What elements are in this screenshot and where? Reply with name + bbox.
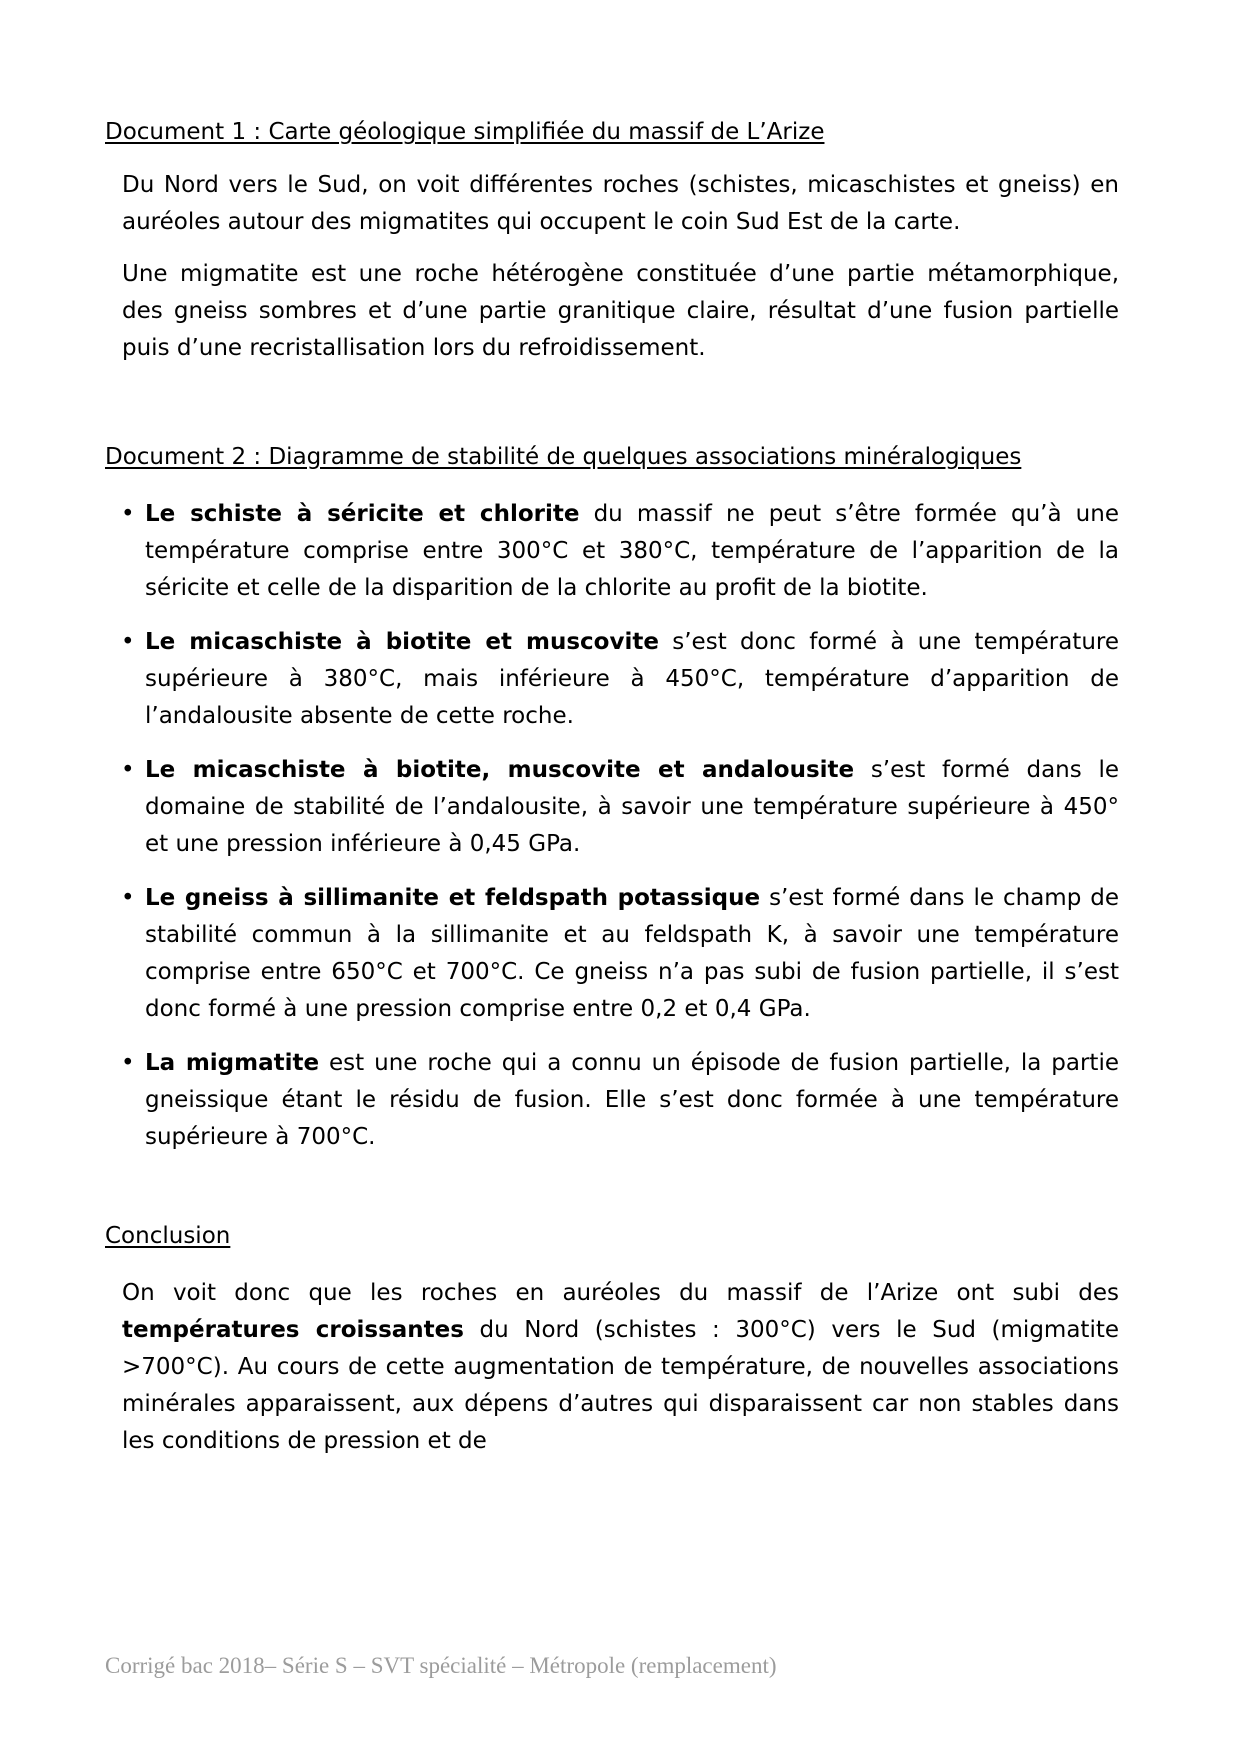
bullet-text: du massif ne peut s’être formée qu’à une température comprise entre 300°C et 380°C, température de l’apparition de la séricite et celle de la disparition de la chlorite au profit de la biotite. <box>145 501 1119 601</box>
bullet-text: s’est donc formé à une température supérieure à 380°C, mais inférieure à 450°C, température d’apparition de l’andalousite absente de cette roche. <box>145 629 1119 729</box>
doc1-paragraph-1: Du Nord vers le Sud, on voit différentes roches (schistes, micaschistes et gneiss) en auréoles autour des migmatites qui occupent le coin Sud Est de la carte. <box>122 172 1119 235</box>
list-item <box>105 496 1119 607</box>
bullet-lead: Le micaschiste à biotite et muscovite <box>145 629 659 655</box>
doc1-paragraph-2: Une migmatite est une roche hétérogène constituée d’une partie métamorphique, des gneiss sombres et d’une partie granitique claire, résultat d’une fusion partielle puis d’une recristallisation lors du refroidissement. <box>122 261 1119 361</box>
bullet-icon: • <box>121 757 135 783</box>
conclusion-heading: Conclusion <box>105 1223 231 1249</box>
bullet-lead: Le schiste à séricite et chlorite <box>145 501 580 527</box>
list-item <box>105 624 1119 735</box>
bullet-text: s’est formé dans le champ de stabilité commun à la sillimanite et au feldspath K, à savoir une température comprise entre 650°C et 700°C. Ce gneiss n’a pas subi de fusion partielle, il s’est donc formé à une pression comprise entre 0,2 et 0,4 GPa. <box>145 885 1120 1022</box>
conclusion-text-bold: températures croissantes <box>122 1317 464 1343</box>
mineral-associations-list <box>105 496 1119 1156</box>
conclusion-paragraph <box>122 1275 1119 1460</box>
bullet-icon: • <box>121 885 135 911</box>
bullet-icon: • <box>121 1050 135 1076</box>
conclusion-text-start: On voit donc que les roches en auréoles du massif de l’Arize ont subi des <box>122 1280 1119 1306</box>
bullet-lead: Le micaschiste à biotite, muscovite et andalousite <box>145 757 855 783</box>
document-content <box>105 114 1119 1460</box>
conclusion-text-end: du Nord (schistes : 300°C) vers le Sud (migmatite >700°C). Au cours de cette augmentation de température, de nouvelles associations minérales apparaissent, aux dépens d’autres qui disparaissent car non stables dans les conditions de pression et de <box>122 1317 1119 1454</box>
bullet-text: s’est formé dans le domaine de stabilité de l’andalousite, à savoir une température supérieure à 450° et une pression inférieure à 0,45 GPa. <box>145 757 1119 857</box>
bullet-icon: • <box>121 629 135 655</box>
list-item <box>105 752 1119 863</box>
doc2-heading: Document 2 : Diagramme de stabilité de quelques associations minéralogiques <box>105 444 1022 470</box>
doc1-heading: Document 1 : Carte géologique simplifiée du massif de L’Arize <box>105 119 825 145</box>
list-item <box>105 1045 1119 1156</box>
bullet-icon: • <box>121 501 135 527</box>
list-item <box>105 880 1119 1028</box>
bullet-lead: Le gneiss à sillimanite et feldspath potassique <box>145 885 761 911</box>
bullet-text: est une roche qui a connu un épisode de fusion partielle, la partie gneissique étant le résidu de fusion. Elle s’est donc formée à une température supérieure à 700°C. <box>145 1050 1119 1150</box>
page-footer: Corrigé bac 2018– Série S – SVT spécialité – Métropole (remplacement) <box>105 1653 777 1678</box>
bullet-lead: La migmatite <box>145 1050 320 1076</box>
